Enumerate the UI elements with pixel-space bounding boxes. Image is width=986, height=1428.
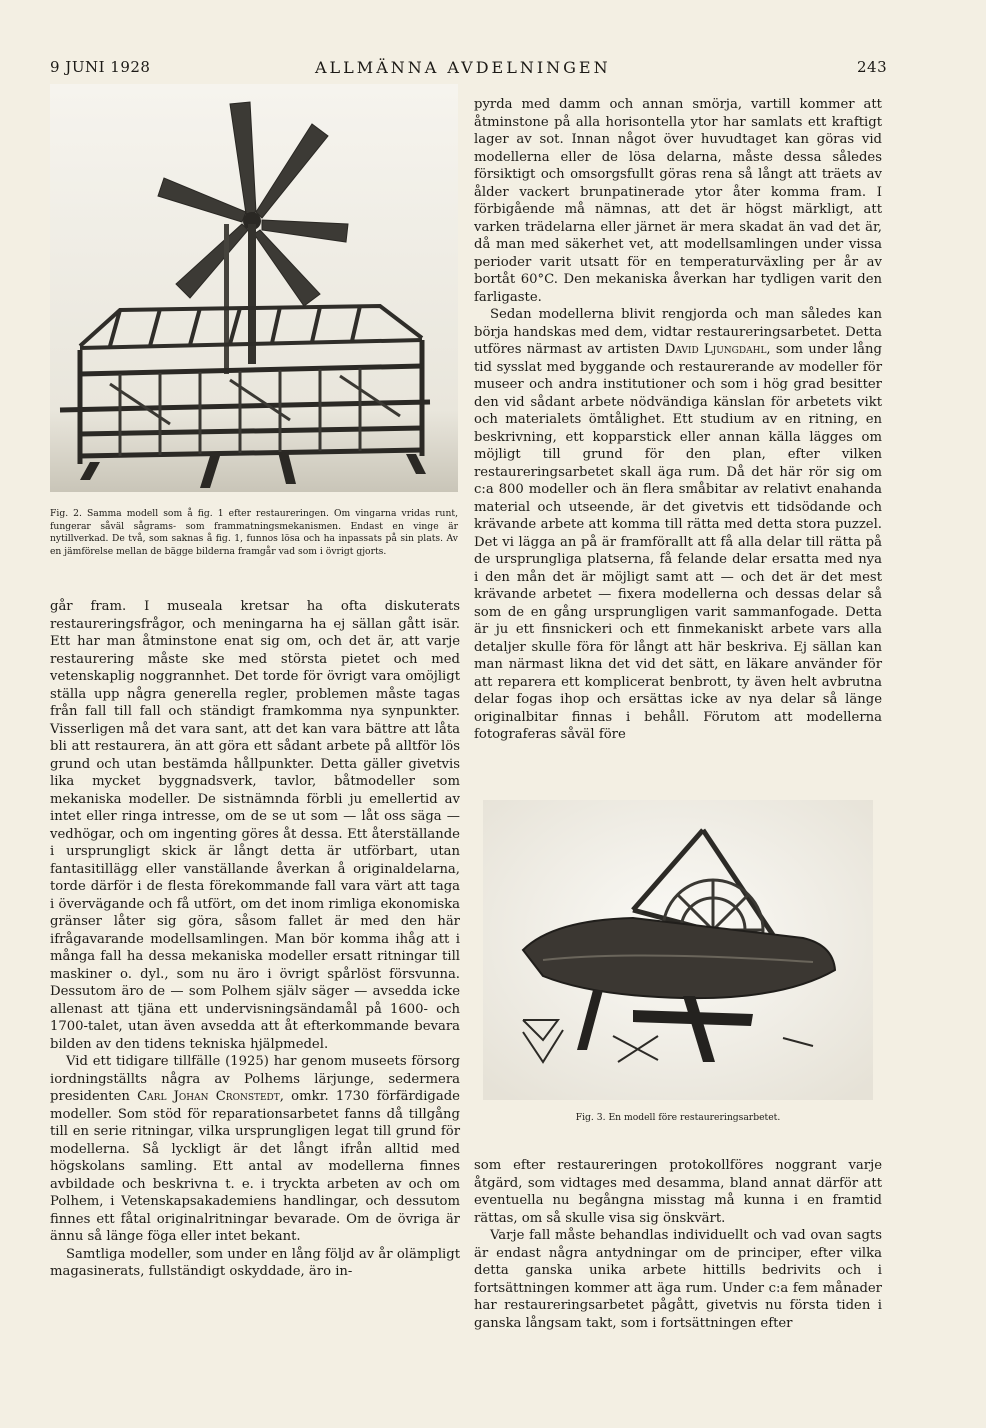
paragraph-text: , som under lång tid sysslat med byggande och restaurerande av modeller för museer och andra institutioner och som i hög grad besitter den vid sådant arbete nödvändiga känslan för arbetets vikt och materialets ömtålighet. Ett studium av en ritning, en beskrivning, ett kopparstick eller annan källa lägges om möjligt till grund för den plan, efter vilken restaureringsarbetet skall äga rum. Då det här rör sig om c:a 800 modeller och än flera småbitar av relativt enahanda material och utseende, är det givetvis ett tidsödande och krävande arbete att komma till rätta med detta stora puzzel. Det vi lägga an på är framförallt att få alla delar till rätta på de ursprungliga platserna, få felande delar ersatta med nya i den mån det är möjligt samt att — och det är det mest krävande arbetet — fixera modellerna och dessas delar så som de en gång ursprungligen varit sammanfogade. Detta är ju ett finsnickeri och ett finmekaniskt arbete vars alla detaljer skulle föra för långt att här beskriva. Ej sällan kan man närmast likna det vid det sätt, en läkare använder för att reparera ett komplicerat benbrott, ty även helt avbrutna delar fogas ihop och ersättas icke av nya delar så länge originalbitar finnas i behåll. Förutom att modellerna fotograferas såväl före <box>474 342 882 742</box>
paragraph: går fram. I museala kretsar ha ofta diskuterats restaureringsfrågor, och meningarna ha ej sällan gått isär. Ett har man åtminstone enat sig om, och det är, att varje restaurering måste ske med största pietet och med vetenskaplig noggrannhet. Det torde för övrigt vara omöjligt ställa upp några generella regler, problemen måste tagas från fall till fall och ständigt framkomma nya synpunkter. Visserligen må det vara sant, att det kan vara bättre att låta bli att restaurera, än att göra ett sådant arbete på alltför lös grund och utan bestämda hållpunkter. Detta gäller givetvis lika mycket byggnadsverk, tavlor, båtmodeller som mekaniska modeller. De sistnämnda förbli ju emellertid av intet eller ringa intresse, om de se ut som — låt oss säga — vedhögar, och om ingenting göres åt dessa. Ett återställande i ursprungligt skick är långt detta är utförbart, utan fantasitillägg eller vanställande åverkan å originaldelarna, torde därför i de flesta förekommande fall vara värt att taga i övervägande och få utfört, om det inom rimliga ekonomiska gränser låter sig göra, såsom fallet är med den här ifrågavarande modellsamlingen. Man bör komma ihåg att i många fall ha dessa mekaniska modeller ersatt ritningar till maskiner o. dyl., som nu äro i övrigt spårlöst försvunna. Dessutom äro de — som Polhem själv säger — avsedda icke allenast att tjäna ett undervisningsändamål på 1600- och 1700-talet, utan även avsedda att åt efterkommande bevara bilden av den tidens tekniska hjälpmedel. <box>50 599 460 1052</box>
paragraph: Samtliga modeller, som under en lång följd av år olämpligt magasinerats, fullständigt oskyddade, äro in- <box>50 1246 460 1279</box>
paragraph-text: , omkr. 1730 förfärdigade modeller. Som stöd för reparationsarbetet fanns då tillgång till en serie ritningar, vilka ursprungligen legat till grund för modellerna. Så lyckligt är det långt ifrån alltid med högskolans samling. Ett antal av modellerna finnes avbildade och beskrivna t. e. i tryckta arbeten av och om Polhem, i Vetenskapsakademiens handlingar, och dessutom finnes ett fåtal originalritningar bevarade. Om de övriga är ännu så länge föga eller intet bekant. <box>50 1089 460 1244</box>
figure-3-caption: Fig. 3. En modell före restaureringsarbetet. <box>575 1112 781 1123</box>
windmill-model-photo <box>50 84 458 492</box>
figure-boat-model <box>483 800 873 1100</box>
header-section-title: ALLMÄNNA AVDELNINGEN <box>315 58 611 77</box>
right-column-text <box>474 96 882 744</box>
figure-2-caption: Fig. 2. Samma modell som å fig. 1 efter restaureringen. Om vingarna vridas runt, fungerar såväl sågrams- som frammatningsmekanismen. Endast en vinge är nytillverkad. De två, som saknas å fig. 1, funnos lösa och ha inpassats på sin plats. Av en jämförelse mellan de bägge bilderna framgår vad som i övrigt gjorts. <box>50 508 458 557</box>
paragraph: som efter restaureringen protokollföres noggrant varje åtgärd, som vidtages med desamma, bland annat därför att eventuella nu begångna misstag må kunna i en framtid rättas, om så skulle visa sig önskvärt. <box>474 1158 882 1226</box>
paragraph <box>50 1053 460 1246</box>
paragraph: Varje fall måste behandlas individuellt och vad ovan sagts är endast några antydningar om de principer, efter vilka detta ganska unika arbete hittills bedrivits och i fortsättningen kommer att äga rum. Under c:a fem månader har restaureringsarbetet pågått, givetvis nu första tiden i ganska långsam takt, som i fortsättningen efter <box>474 1228 882 1331</box>
person-name: Carl Johan Cronstedt <box>137 1089 280 1104</box>
paragraph-text: Sedan modellerna blivit rengjorda och man således kan börja handskas med dem, vidtar restaureringsarbetet. Detta utföres närmast av artisten <box>474 307 882 357</box>
person-name: David Ljungdahl <box>664 342 767 357</box>
figure-windmill-model <box>50 84 458 492</box>
paragraph-text: Vid ett tidigare tillfälle (1925) har genom museets försorg iordningställts några av Polhems lärjunge, sedermera presidenten <box>50 1054 460 1104</box>
right-column-lower-text <box>474 1157 882 1332</box>
paragraph <box>474 306 882 744</box>
header-page-number: 243 <box>857 58 888 76</box>
paragraph: pyrda med damm och annan smörja, vartill kommer att åtminstone på alla horisontella ytor har samlats ett kraftigt lager av sot. Innan något över huvudtaget kan göras vid modellerna eller de lösa delarna, måste dessa således försiktigt och omsorgsfullt göras rena så långt att träets av ålder vackert brunpatinerade ytor åter komma fram. I förbigående må nämnas, att det är högst märkligt, att varken trädelarna eller järnet är mera skadat än vad det är, då man med säkerhet vet, att modellsamlingen under vissa perioder varit utsatt för en temperaturväxling per år av bortåt 60°C. Den mekaniska åverkan har tydligen varit den farligaste. <box>474 97 882 305</box>
header-date: 9 JUNI 1928 <box>50 58 151 76</box>
boat-model-photo <box>483 800 873 1100</box>
left-column-text <box>50 598 460 1281</box>
